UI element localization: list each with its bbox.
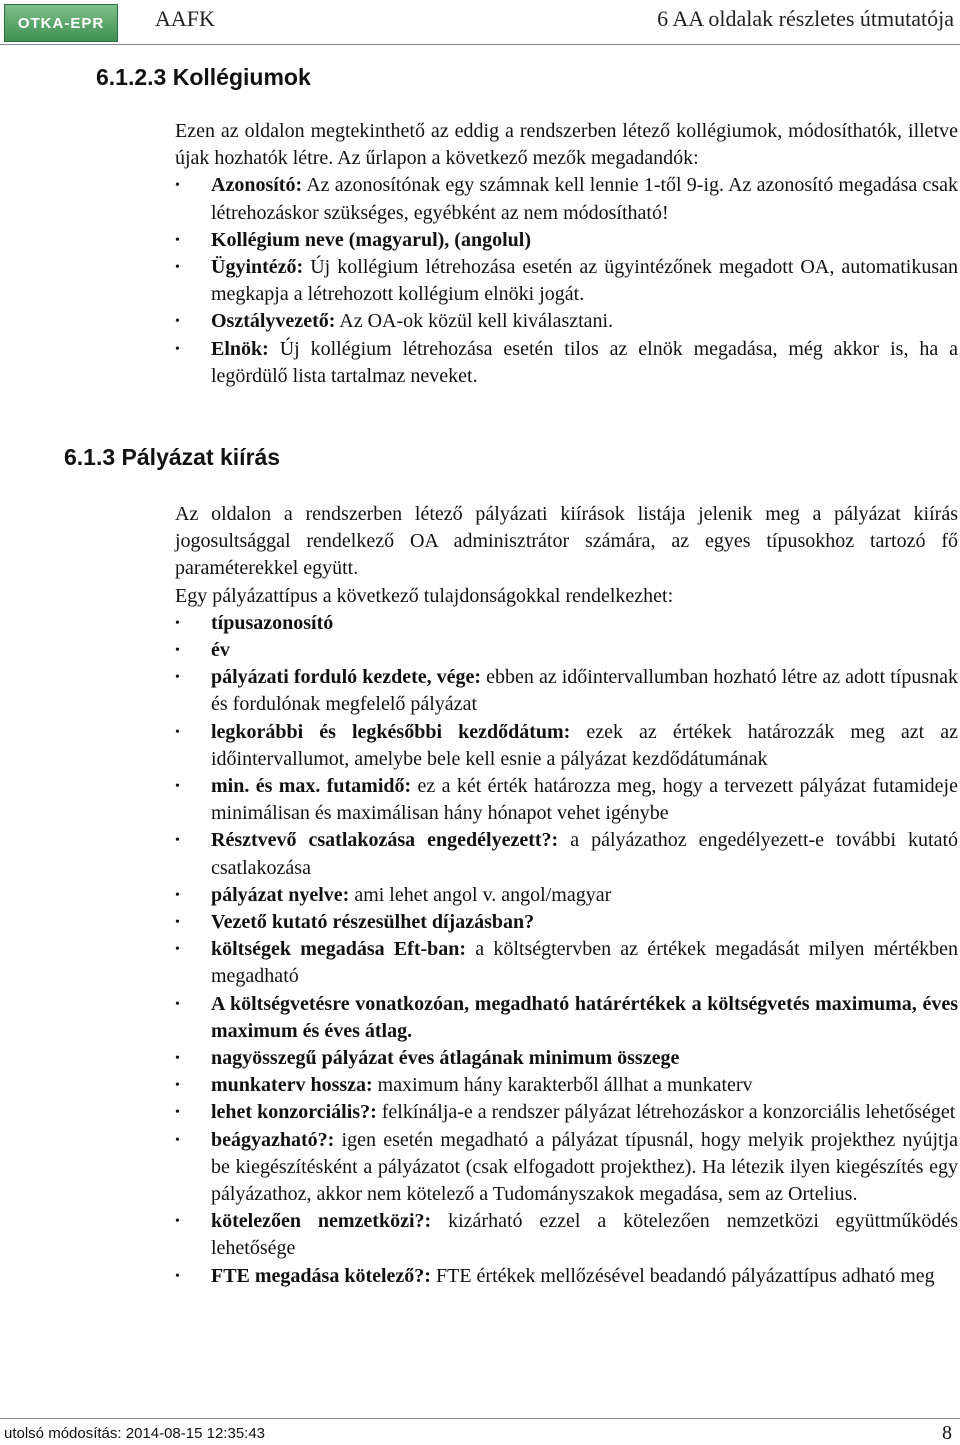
- item-term: beágyazható?:: [211, 1128, 335, 1151]
- palyazat-body: [175, 501, 958, 1290]
- item-term: típusazonosító: [211, 611, 334, 634]
- item-text: ebben az időintervallumban hozható létre az adott típusnak és fordulónak megfelelő pályázat: [211, 666, 958, 716]
- list-item: [175, 773, 958, 827]
- list-item: [175, 172, 958, 226]
- page-number: 8: [942, 1422, 952, 1444]
- item-text: igen esetén megadható a pályázat típusnál, hogy melyik projekthez nyújtja be kiegészítésként a pályázatot (csak elfogadott projekthez). Ha létezik ilyen kiegészítés egy pályázathoz, akkor nem kötelező a Tudományszakok megadása, sem az Ortelius.: [211, 1128, 958, 1206]
- item-term: kötelezően nemzetközi?:: [211, 1210, 432, 1233]
- list-item: [175, 227, 958, 254]
- header-right-text: 6 AA oldalak részletes útmutatója: [657, 6, 954, 31]
- item-term: pályázat nyelve:: [211, 883, 350, 906]
- last-modified-text: utolsó módosítás: 2014-08-15 12:35:43: [4, 1425, 266, 1442]
- bullet-icon: •: [175, 341, 180, 357]
- item-term: munkaterv hossza:: [211, 1074, 373, 1097]
- bullet-icon: •: [175, 942, 180, 958]
- list-item: [175, 1099, 958, 1126]
- bullet-icon: •: [175, 1132, 180, 1148]
- bullet-icon: •: [175, 178, 180, 194]
- list-item: [175, 991, 958, 1045]
- bullet-icon: •: [175, 724, 180, 740]
- item-text: a pályázathoz engedélyezett-e további kutató csatlakozása: [211, 829, 958, 879]
- bullet-icon: •: [175, 314, 180, 330]
- item-term: Résztvevő csatlakozása engedélyezett?:: [211, 829, 559, 852]
- item-term: Ügyintéző:: [211, 256, 304, 279]
- palyazat-intro: Az oldalon a rendszerben létező pályázati kiírások listája jelenik meg a pályázat kiírás jogosultsággal rendelkező OA adminisztrátor számára, az egyes típusokhoz tartozó fő paraméterekkel együtt.: [175, 503, 958, 580]
- list-item: [175, 308, 958, 335]
- item-text: ezek az értékek határozzák meg azt az időintervallumot, amelybe bele kell esnie a pályázat kezdődátumának: [211, 720, 958, 770]
- item-term: Elnök:: [211, 337, 269, 360]
- item-text: Új kollégium létrehozása esetén az ügyintézőnek megadott OA, automatikusan megkapja a létrehozott kollégium elnöki jogát.: [211, 256, 958, 306]
- item-term: nagyösszegű pályázat éves átlagának minimum összege: [211, 1047, 680, 1070]
- bullet-icon: •: [175, 260, 180, 276]
- list-item: [175, 1045, 958, 1072]
- kollegiumok-body: [175, 118, 958, 390]
- bullet-icon: •: [175, 232, 180, 248]
- list-item: [175, 719, 958, 773]
- list-item: [175, 882, 958, 909]
- otka-epr-logo: [4, 4, 118, 42]
- footer-divider: [0, 1418, 960, 1419]
- bullet-icon: •: [175, 779, 180, 795]
- bullet-icon: •: [175, 887, 180, 903]
- item-term: pályázati forduló kezdete, vége:: [211, 666, 482, 689]
- item-text: ami lehet angol v. angol/magyar: [349, 883, 612, 906]
- bullet-icon: •: [175, 1051, 180, 1067]
- item-term: legkorábbi és legkésőbbi kezdődátum:: [211, 720, 571, 743]
- bullet-icon: •: [175, 996, 180, 1012]
- item-term: min. és max. futamidő:: [211, 775, 412, 798]
- item-term: Vezető kutató részesülhet díjazásban?: [211, 911, 535, 934]
- page-header: [0, 0, 960, 48]
- list-item: [175, 909, 958, 936]
- bullet-icon: •: [175, 1078, 180, 1094]
- item-term: Osztályvezető:: [211, 310, 336, 333]
- list-item: [175, 1127, 958, 1209]
- item-text: ez a két érték határozza meg, hogy a tervezett pályázat futamideje minimálisan és maximálisan hány hónapot vehet igénybe: [211, 775, 958, 825]
- list-item: [175, 1208, 958, 1262]
- header-divider: [0, 44, 960, 45]
- item-term: költségek megadása Eft-ban:: [211, 938, 467, 961]
- item-term: A költségvetésre vonatkozóan, megadható határértékek a költségvetés maximuma, éves maximum és éves átlag.: [211, 992, 958, 1042]
- bullet-icon: •: [175, 915, 180, 931]
- item-text: Az azonosítónak egy számnak kell lennie 1-től 9-ig. Az azonosító megadása csak létrehozáskor szükséges, egyébként az nem módosítható!: [211, 174, 958, 224]
- item-text: a költségtervben az értékek megadását milyen mértékben megadható: [211, 938, 959, 988]
- item-text: FTE értékek mellőzésével beadandó pályázattípus adható meg: [430, 1264, 935, 1287]
- list-item: [175, 610, 958, 637]
- list-item: [175, 664, 958, 718]
- bullet-icon: •: [175, 1105, 180, 1121]
- item-term: lehet konzorciális?:: [211, 1101, 377, 1124]
- item-text: Az OA-ok közül kell kiválasztani.: [335, 310, 614, 333]
- palyazat-lead: Egy pályázattípus a következő tulajdonságokkal rendelkezhet:: [175, 584, 674, 607]
- item-text: felkínálja-e a rendszer pályázat létrehozáskor a konzorciális lehetőséget: [376, 1101, 956, 1124]
- logo-text: OTKA-EPR: [17, 14, 105, 32]
- bullet-icon: •: [175, 670, 180, 686]
- bullet-icon: •: [175, 643, 180, 659]
- header-left-text: AAFK: [155, 6, 215, 31]
- palyazat-property-list: [175, 610, 958, 1290]
- section-heading-kollegiumok: 6.1.2.3 Kollégiumok: [96, 64, 311, 90]
- bullet-icon: •: [175, 615, 180, 631]
- bullet-icon: •: [175, 1214, 180, 1230]
- list-item: [175, 637, 958, 664]
- item-term: Azonosító:: [211, 174, 303, 197]
- item-text: kizárható ezzel a kötelezően nemzetközi együttműködés lehetősége: [211, 1210, 959, 1260]
- kollegiumok-field-list: [175, 172, 958, 390]
- kollegiumok-intro: Ezen az oldalon megtekinthető az eddig a rendszerben létező kollégiumok, módosíthatók, illetve újak hozhatók létre. Az űrlapon a következő mezők megadandók:: [175, 120, 958, 170]
- list-item: [175, 827, 958, 881]
- item-term: év: [211, 639, 230, 662]
- list-item: [175, 1263, 958, 1290]
- page-footer: [0, 1418, 960, 1442]
- list-item: [175, 254, 958, 308]
- bullet-icon: •: [175, 1268, 180, 1284]
- section-heading-palyazat: 6.1.3 Pályázat kiírás: [64, 444, 281, 470]
- item-text: Új kollégium létrehozása esetén tilos az elnök megadása, még akkor is, ha a legördülő lista tartalmaz neveket.: [211, 337, 958, 387]
- bullet-icon: •: [175, 833, 180, 849]
- list-item: [175, 336, 958, 390]
- list-item: [175, 936, 958, 990]
- item-term: Kollégium neve (magyarul), (angolul): [211, 228, 531, 251]
- item-text: maximum hány karakterből állhat a munkaterv: [372, 1074, 753, 1097]
- item-term: FTE megadása kötelező?:: [211, 1264, 431, 1287]
- list-item: [175, 1072, 958, 1099]
